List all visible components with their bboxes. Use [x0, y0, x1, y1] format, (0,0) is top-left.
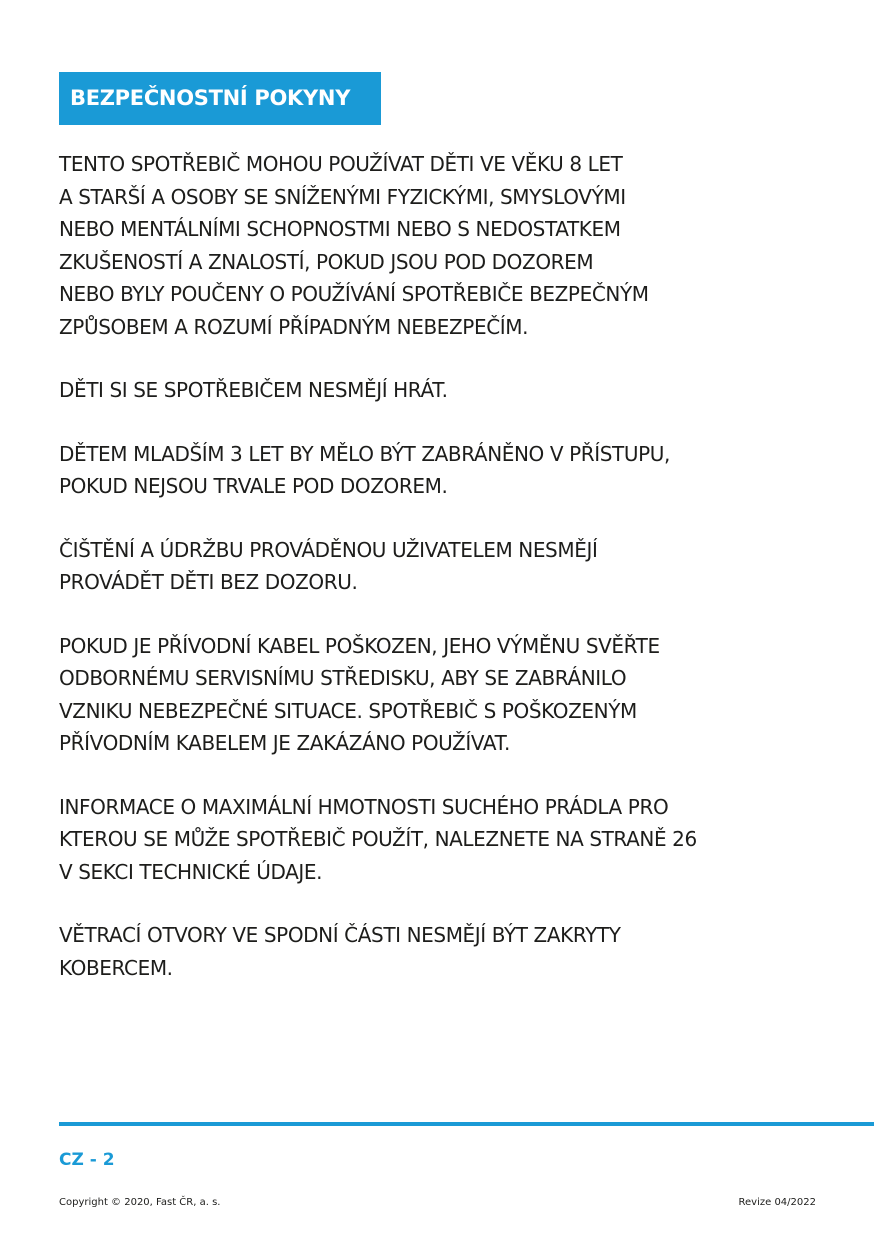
text-line: DĚTI SI SE SPOTŘEBIČEM NESMĚJÍ HRÁT.: [59, 378, 448, 402]
text-line: VĚTRACÍ OTVORY VE SPODNÍ ČÁSTI NESMĚJÍ BÝT ZAKRYTY: [59, 923, 621, 947]
text-line: POKUD JE PŘÍVODNÍ KABEL POŠKOZEN, JEHO VÝMĚNU SVĚŘTE: [59, 633, 660, 658]
revision-label: Revize 04/2022: [738, 1197, 816, 1208]
text-line: KOBERCEM.: [59, 955, 173, 980]
page-number: CZ - 2: [59, 1150, 115, 1170]
text-line: NEBO BYLY POUČENY O POUŽÍVÁNÍ SPOTŘEBIČE BEZPEČNÝM: [59, 282, 649, 306]
text-line: A STARŠÍ A OSOBY SE SNÍŽENÝMI FYZICKÝMI, SMYSLOVÝMI: [59, 184, 626, 209]
text-line: V SEKCI TECHNICKÉ ÚDAJE.: [59, 859, 323, 884]
text-line: DĚTEM MLADŠÍM 3 LET BY MĚLO BÝT ZABRÁNĚNO V PŘÍSTUPU,: [59, 441, 670, 466]
paragraph-cleaning: [59, 534, 859, 599]
paragraph-age-and-supervision: [59, 148, 859, 343]
text-line: ČIŠTĚNÍ A ÚDRŽBU PROVÁDĚNOU UŽIVATELEM NESMĚJÍ: [59, 537, 598, 562]
copyright-notice: Copyright © 2020, Fast ČR, a. s.: [59, 1197, 221, 1208]
text-line: PROVÁDĚT DĚTI BEZ DOZORU.: [59, 570, 358, 594]
safety-instructions-body: [59, 148, 859, 1015]
paragraph-power-cable: [59, 630, 859, 760]
text-line: POKUD NEJSOU TRVALE POD DOZOREM.: [59, 474, 448, 498]
section-heading: [59, 72, 381, 125]
paragraph-under-three: [59, 438, 859, 503]
text-line: PŘÍVODNÍM KABELEM JE ZAKÁZÁNO POUŽÍVAT.: [59, 731, 510, 755]
paragraph-no-play: [59, 374, 859, 407]
text-line: NEBO MENTÁLNÍMI SCHOPNOSTMI NEBO S NEDOSTATKEM: [59, 217, 621, 241]
section-heading-text: BEZPEČNOSTNÍ POKYNY: [70, 86, 351, 110]
text-line: TENTO SPOTŘEBIČ MOHOU POUŽÍVAT DĚTI VE VĚKU 8 LET: [59, 152, 623, 176]
paragraph-vents: [59, 919, 859, 984]
text-line: ZKUŠENOSTÍ A ZNALOSTÍ, POKUD JSOU POD DOZOREM: [59, 249, 594, 274]
text-line: INFORMACE O MAXIMÁLNÍ HMOTNOSTI SUCHÉHO PRÁDLA PRO: [59, 794, 669, 819]
footer-divider: [59, 1122, 874, 1126]
text-line: ODBORNÉMU SERVISNÍMU STŘEDISKU, ABY SE ZABRÁNILO: [59, 666, 627, 690]
text-line: VZNIKU NEBEZPEČNÉ SITUACE. SPOTŘEBIČ S POŠKOZENÝM: [59, 698, 637, 723]
text-line: ZPŮSOBEM A ROZUMÍ PŘÍPADNÝM NEBEZPEČÍM.: [59, 314, 529, 339]
text-line: KTEROU SE MŮŽE SPOTŘEBIČ POUŽÍT, NALEZNETE NA STRANĚ 26: [59, 827, 697, 851]
paragraph-max-load: [59, 791, 859, 889]
